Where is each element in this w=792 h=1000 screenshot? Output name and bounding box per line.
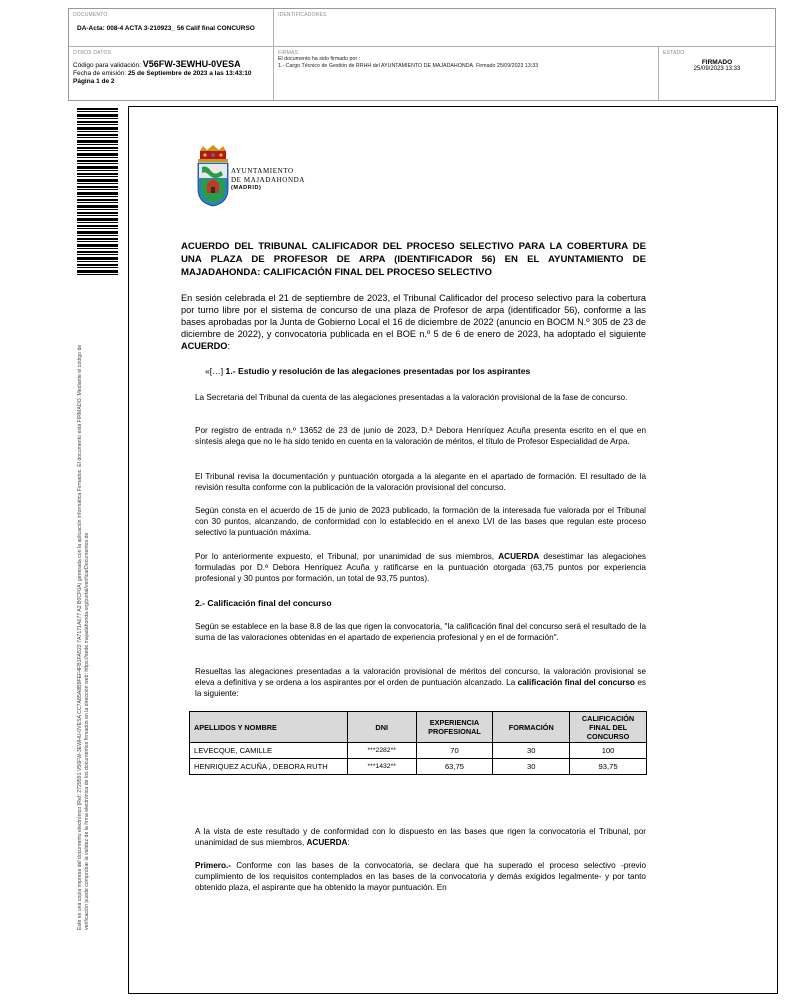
estado-label: ESTADO	[663, 50, 685, 56]
firmas-detail: 1.- Cargo Técnico de Gestión de RRHH del AYUNTAMIENTO DE MAJADAHONDA. Firmado 25/09/2023 13:33	[278, 63, 539, 69]
paragraph-8	[195, 826, 646, 848]
paragraph-7	[195, 666, 646, 699]
paragraph-7-a: Resueltas las alegaciones presentadas a la valoración provisional de méritos del concurso, la valoración provisional se eleva a definitiva y se ordena a los aspirantes por el orden de puntuación alcanzado. La	[195, 667, 646, 687]
cell-experiencia: 70	[416, 743, 493, 759]
otros-datos-label: OTROS DATOS	[73, 50, 112, 56]
cell-name: LEVECQUE, CAMILLE	[190, 743, 348, 759]
section-1-prefix: «[…]	[205, 366, 226, 376]
document-title: ACUERDO DEL TRIBUNAL CALIFICADOR DEL PROCESO SELECTIVO PARA LA COBERTURA DE UNA PLAZA DE PROFESOR DE ARPA (IDENTIFICADOR 56) EN EL AYUNTAMIENTO DE MAJADAHONDA: CALIFICACIÓN FINAL DEL PROCESO SELECTIVO	[181, 241, 646, 278]
estado-cell	[659, 47, 775, 100]
paragraph-5	[195, 551, 646, 584]
paragraph-6: Según se establece en la base 8.8 de las que rigen la convocatoria, "la calificación final del concurso será el resultado de la suma de las valoraciones obtenidas en el apartado de experiencia profesional y en el de formación".	[195, 622, 646, 642]
document-page	[128, 106, 778, 994]
codigo-validacion	[73, 60, 269, 70]
fecha-value: 25 de Septiembre de 2023 a las 13:43:10	[127, 70, 252, 77]
firmas-cell	[274, 47, 659, 100]
coat-of-arms-icon	[193, 145, 233, 207]
firmas-intro: El documento ha sido firmado por :	[278, 56, 361, 62]
col-header-dni: DNI	[347, 712, 416, 743]
side-text-line1: Este es una copia impresa del documento electrónico (Ref: 2729591 V56FW-3EWHU-0VESA CC7A85A8B9FEF4FB1FA522 7A7171A677 A2 B0CF0A) generada con la aplicación informática Firmadoc. El documento está FIRMADO. Mediante el código de	[77, 344, 83, 930]
final-scores-table	[189, 711, 647, 775]
documento-value: DA-Acta: 008-4 ACTA 3-210923_ 56 Calif final CONCURSO	[77, 25, 255, 32]
cell-calificacion: 93,75	[570, 759, 647, 775]
document-metadata-header	[68, 8, 776, 101]
codigo-label: Código para validación:	[73, 62, 141, 69]
logo-line3: (MADRID)	[231, 185, 262, 191]
side-text-line2: verificación puede comprobar la validez de la firma electrónica de los documentos firmados en la dirección web: https://sede.majadahonda.org/portal/verificarDocumentos.do	[83, 532, 90, 930]
table-header-row	[190, 712, 647, 743]
paragraph-7-bold: calificación final del concurso	[517, 678, 635, 687]
col-header-name: APELLIDOS Y NOMBRE	[190, 712, 348, 743]
section-1-heading	[205, 366, 530, 376]
estado-date: 25/09/2023 13:33	[693, 66, 741, 72]
table-row	[190, 743, 647, 759]
codigo-value: V56FW-3EWHU-0VESA	[142, 59, 241, 69]
paragraph-4: Según consta en el acuerdo de 15 de junio de 2023 publicado, la formación de la interesada fue valorada por el Tribunal con 30 puntos, alcanzando, de conformidad con lo establecido en el anexo LVI de las bases que regulan este proceso selectivo la puntuación máxima.	[195, 506, 646, 537]
logo-line1: AYUNTAMIENTO	[231, 167, 294, 175]
estado-value: FIRMADO	[701, 59, 733, 66]
otros-datos-cell	[69, 47, 274, 100]
identificadores-cell	[274, 9, 775, 47]
cell-dni: ***1432**	[347, 759, 416, 775]
documento-label: DOCUMENTO	[73, 12, 108, 18]
col-header-experiencia: EXPERIENCIA PROFESIONAL	[416, 712, 493, 743]
paragraph-8-acuerda: ACUERDA	[306, 838, 348, 847]
cell-dni: ***2282**	[347, 743, 416, 759]
table-row	[190, 759, 647, 775]
logo-line2: DE MAJADAHONDA	[231, 175, 305, 184]
paragraph-1: La Secretaria del Tribunal da cuenta de las alegaciones presentadas a la valoración provisional de la fase de concurso.	[195, 393, 628, 402]
page-indicator: Página 1 de 2	[73, 78, 115, 85]
fecha-label: Fecha de emisión:	[73, 70, 127, 77]
paragraph-9-primero: Primero.-	[195, 861, 231, 870]
cell-formacion: 30	[493, 743, 570, 759]
paragraph-5-a: Por lo anteriormente expuesto, el Tribunal, por unanimidad de sus miembros,	[195, 552, 495, 561]
paragraph-8-end: :	[347, 838, 350, 847]
paragraph-8-a: A la vista de este resultado y de conformidad con lo dispuesto en las bases que rigen la convocatoria el Tribunal, por unanimidad de sus miembros,	[195, 827, 646, 847]
cell-formacion: 30	[493, 759, 570, 775]
intro-end: :	[227, 341, 231, 351]
intro-paragraph	[181, 292, 646, 352]
cell-calificacion: 100	[570, 743, 647, 759]
municipality-name	[231, 167, 305, 193]
identificadores-label: IDENTIFICADORES	[278, 12, 327, 18]
intro-text: En sesión celebrada el 21 de septiembre de 2023, el Tribunal Calificador del proceso selectivo para la cobertura por turno libre por el sistema de concurso de una plaza de Profesor de arpa (identificador 56), conforme a las bases aprobadas por la Junta de Gobierno Local el 16 de diciembre de 2022 (anuncio en BOCM N.º 305 de 23 de diciembre de 2022), y convocatoria publicada en el BOE n.º 5 de 6 de enero de 2023, ha adoptado el siguiente	[181, 293, 646, 339]
cell-experiencia: 63,75	[416, 759, 493, 775]
paragraph-9-text: Conforme con las bases de la convocatoria, se declara que ha superado el proceso selectivo -previo cumplimiento de los requisitos contemplados en las bases de la convocatoria y demás exigidos legalmente- y por tanto obtenido plaza, el aspirante que ha obtenido la mayor puntuación. En	[195, 861, 646, 892]
intro-acuerdo: ACUERDO	[181, 341, 228, 351]
col-header-calificacion: CALIFICACIÓN FINAL DEL CONCURSO	[570, 712, 647, 743]
documento-cell	[69, 9, 274, 47]
verification-side-text	[77, 160, 90, 930]
paragraph-2: Por registro de entrada n.º 13652 de 23 de junio de 2023, D.ª Debora Henríquez Acuña presenta escrito en el que en síntesis alega que no le ha sido tenido en cuenta en la valoración de méritos, el título de Profesor Especialidad de Arpa.	[195, 426, 646, 446]
paragraph-7-b: es la siguiente:	[195, 678, 646, 698]
col-header-formacion: FORMACIÓN	[493, 712, 570, 743]
cell-name: HENRIQUEZ ACUÑA , DEBORA RUTH	[190, 759, 348, 775]
paragraph-3: El Tribunal revisa la documentación y puntuación otorgada a la alegante en el apartado de formación. El resultado de la revisión resulta conforme con la publicación de la valoración provisional del concurso.	[195, 472, 646, 492]
section-2-heading: 2.- Calificación final del concurso	[195, 598, 332, 608]
fecha-emision	[73, 70, 269, 78]
section-1-title: 1.- Estudio y resolución de las alegaciones presentadas por los aspirantes	[225, 366, 531, 376]
paragraph-5-b: desestimar las alegaciones formuladas por D.ª Debora Henríquez Acuña y ratificarse en la puntuación otorgada (63,75 puntos por experiencia profesional y 30 puntos por formación, un total de 93,75 puntos).	[195, 552, 646, 583]
firmas-label: FIRMAS	[278, 50, 299, 56]
paragraph-5-acuerda: ACUERDA	[498, 552, 540, 561]
paragraph-9	[195, 860, 646, 893]
